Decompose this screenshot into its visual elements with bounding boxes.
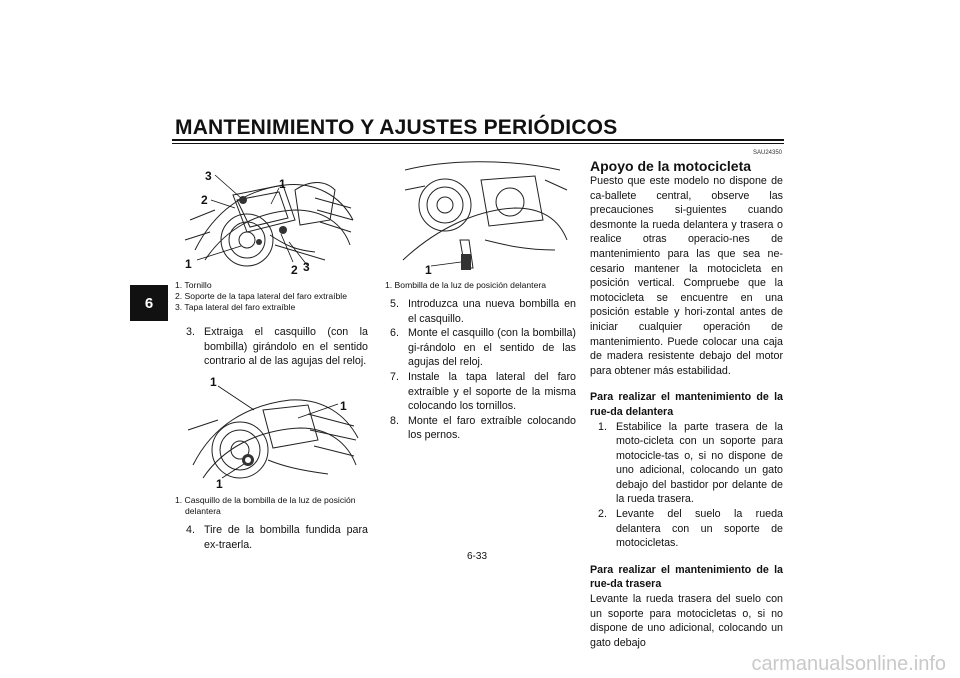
callout-3: 3 [205,169,212,183]
rear-paragraph: Levante la rueda trasera del suelo con un soporte para motocicletas o, si no dispone de uno adicional, colocando un gato debajo [590,593,783,649]
figure-headlight-cover [175,150,365,278]
callout-1: 1 [216,477,223,491]
figure-caption-2 [175,495,356,517]
step-number: 2. [598,508,607,521]
intro-paragraph: Puesto que este modelo no dispone de ca-ballete central, observe las precauciones si-guientes cuando desmonte la rueda delantera y trasera o realice otras operacio-nes de mantenimiento para las que sea ne-cesario mantener la motocicleta en posición vertical. Compruebe que la motocicleta se encuentre en una posición estable y hori-zontal antes de iniciar cualquier operación de mantenimiento. Puede colocar una caja de madera resistente debajo del motor para obtener más estabilidad. [590,175,783,377]
step-3 [186,325,368,369]
callout-3: 3 [303,260,310,274]
caption-item: 1. Tornillo [175,280,212,290]
page-title: MANTENIMIENTO Y AJUSTES PERIÓDICOS [175,116,618,139]
front-step-1 [598,420,783,508]
callout-2: 2 [291,263,298,277]
step-text: Tire de la bombilla fundida para ex-traerla. [204,524,368,551]
step-text: Estabilice la parte trasera de la moto-cicleta con un soporte para motocicle-tas o, si no dispone de uno adicional, colocando un gato debajo del bastidor por delante de la rueda trasera. [616,420,783,506]
section-heading: Apoyo de la motocicleta [590,158,752,174]
step-text: Instale la tapa lateral del faro extraíble y el soporte de la misma colocando los tornillos. [408,370,576,413]
caption-item: 2. Soporte de la tapa lateral del faro extraíble [175,291,347,301]
reference-code: SAU24350 [753,150,783,156]
steps-5-8 [390,297,576,443]
callout-1: 1 [279,177,286,191]
title-rule [172,139,784,141]
subheading-rear: Para realizar el mantenimiento de la rue-da trasera [590,563,783,591]
front-steps [590,420,783,551]
engine-illustration-3 [385,150,575,278]
step-number: 1. [598,420,607,433]
figure-bulb-socket [178,370,368,494]
step-number: 5. [390,298,399,310]
step-number: 3. [186,326,195,338]
callout-1: 1 [210,375,217,389]
figure-caption-3 [385,280,546,291]
figure-position-bulb [385,150,575,278]
step-number: 7. [390,370,399,383]
step-text: Monte el faro extraíble colocando los pernos. [408,414,576,442]
step-number: 4. [186,524,195,536]
caption-item: 1. Bombilla de la luz de posición delantera [385,280,546,290]
callout-1: 1 [425,263,432,277]
section-body [590,174,783,650]
step-8 [390,414,576,443]
step-4 [186,523,368,552]
watermark: carmanualsonline.info [751,653,946,675]
caption-item: 1. Casquillo de la bombilla de la luz de posición [175,495,356,505]
subheading-front: Para realizar el mantenimiento de la rue-da delantera [590,391,783,418]
callout-2: 2 [201,193,208,207]
engine-illustration-1 [175,150,365,278]
step-text: Extraiga el casquillo (con la bombilla) girándolo en el sentido contrario al de las agujas del reloj. [204,326,368,368]
engine-illustration-2 [178,370,368,494]
step-text: Levante del suelo la rueda delantera con un soporte de motocicletas. [616,508,783,550]
front-step-2 [598,507,783,551]
caption-item: delantera [185,506,221,516]
figure-caption-1 [175,280,347,313]
step-7 [390,370,576,414]
step-number: 8. [390,414,399,427]
caption-item: 3. Tapa lateral del faro extraíble [175,302,296,312]
chapter-tab: 6 [130,285,168,321]
step-number: 6. [390,327,399,340]
page-number: 6-33 [467,551,488,562]
step-6 [390,326,576,370]
callout-1: 1 [185,257,192,271]
step-5 [390,297,576,326]
step-text: Introduzca una nueva bombilla en el casquillo. [408,298,576,325]
callout-1: 1 [340,399,347,413]
title-rule-thin [172,143,784,144]
step-text: Monte el casquillo (con la bombilla) gi-rándolo en el sentido de las agujas del reloj. [408,327,576,369]
